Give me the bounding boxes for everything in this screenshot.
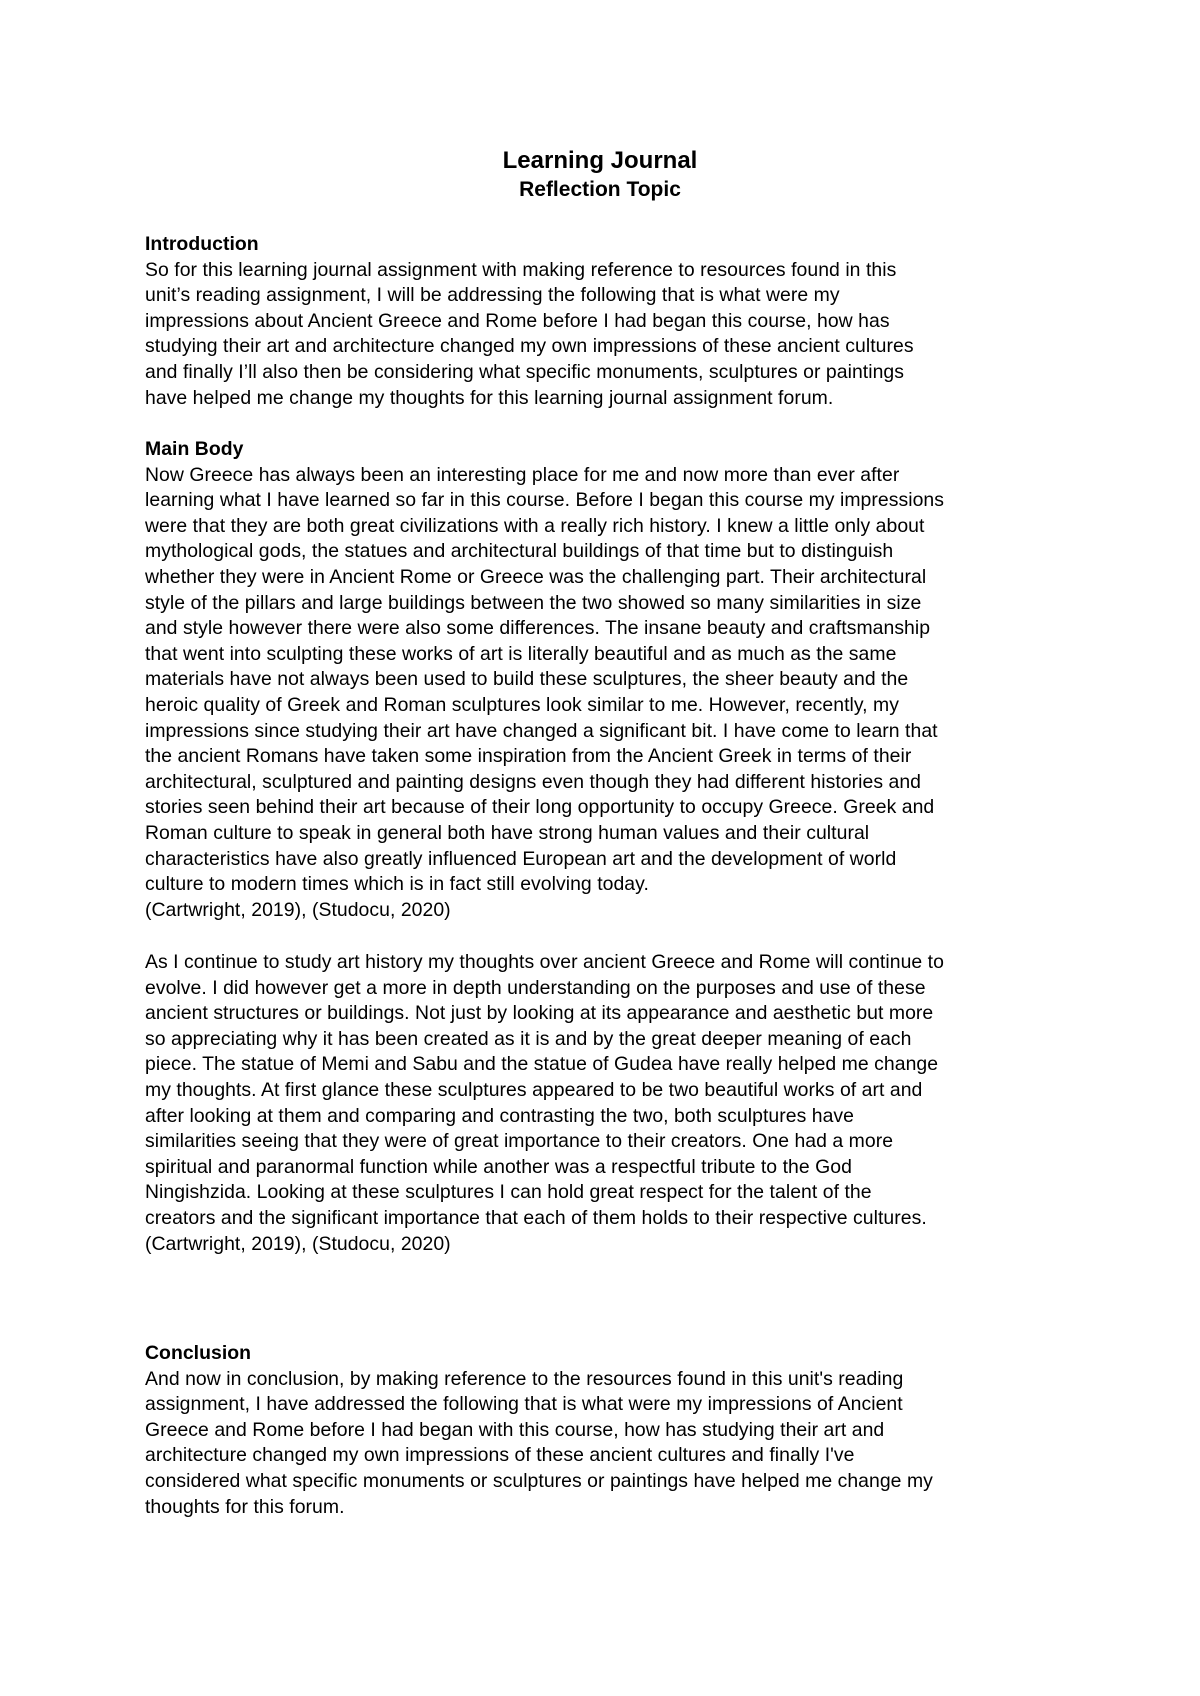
introduction-paragraph: [145, 258, 1085, 412]
conclusion-heading: Conclusion: [145, 1342, 252, 1364]
introduction-line: and finally I’ll also then be considering what specific monuments, sculptures or paintings: [145, 360, 904, 383]
main-body-paragraph-1: [145, 463, 1085, 924]
main-body-line: similarities seeing that they were of great importance to their creators. One had a more: [145, 1130, 894, 1153]
main-body-line: and style however there were also some differences. The insane beauty and craftsmanship: [145, 617, 931, 640]
main-body-line: piece. The statue of Memi and Sabu and the statue of Gudea have really helped me change: [145, 1053, 939, 1076]
main-body-line: Now Greece has always been an interesting place for me and now more than ever after: [145, 463, 900, 486]
introduction-section: [145, 232, 1085, 411]
main-body-line: stories seen behind their art because of their long opportunity to occupy Greece. Greek and: [145, 796, 935, 819]
conclusion-line: And now in conclusion, by making reference to the resources found in this unit's reading: [145, 1367, 904, 1390]
introduction-line: have helped me change my thoughts for this learning journal assignment forum.: [145, 386, 834, 409]
document-subtitle: Reflection Topic: [519, 178, 681, 201]
conclusion-paragraph: [145, 1367, 1085, 1521]
conclusion-line: architecture changed my own impressions of these ancient cultures and finally I've: [145, 1444, 855, 1467]
main-body-line: so appreciating why it has been created as it is and by the great deeper meaning of each: [145, 1027, 912, 1050]
main-body-line: style of the pillars and large buildings between the two showed so many similarities in size: [145, 591, 922, 614]
main-body-line: spiritual and paranormal function while another was a respectful tribute to the God: [145, 1155, 852, 1178]
main-body-line: that went into sculpting these works of art is literally beautiful and as much as the same: [145, 642, 897, 665]
introduction-line: studying their art and architecture changed my own impressions of these ancient cultures: [145, 335, 914, 358]
main-body-line: creators and the significant importance that each of them holds to their respective cultures.: [145, 1206, 927, 1229]
conclusion-line: assignment, I have addressed the following that is what were my impressions of Ancient: [145, 1393, 903, 1416]
introduction-line: unit’s reading assignment, I will be addressing the following that is what were my: [145, 284, 840, 307]
main-body-line: evolve. I did however get a more in depth understanding on the purposes and use of these: [145, 976, 926, 999]
main-body-line: learning what I have learned so far in this course. Before I began this course my impressions: [145, 489, 944, 512]
conclusion-line: thoughts for this forum.: [145, 1495, 345, 1518]
main-body-line: after looking at them and comparing and contrasting the two, both sculptures have: [145, 1104, 854, 1127]
main-body-section: [145, 437, 1085, 923]
introduction-line: So for this learning journal assignment with making reference to resources found in this: [145, 258, 897, 281]
main-body-paragraph-2: [145, 950, 1085, 1257]
citation: (Cartwright, 2019), (Studocu, 2020): [145, 898, 451, 921]
document-title: Learning Journal: [502, 147, 698, 174]
main-body-heading: Main Body: [145, 438, 244, 460]
main-body-line: architectural, sculptured and painting designs even though they had different histories and: [145, 770, 922, 793]
introduction-line: impressions about Ancient Greece and Rome before I had began this course, how has: [145, 309, 890, 332]
main-body-line: As I continue to study art history my thoughts over ancient Greece and Rome will continue to: [145, 951, 944, 973]
main-body-line: my thoughts. At first glance these sculptures appeared to be two beautiful works of art and: [145, 1078, 923, 1101]
main-body-line: impressions since studying their art have changed a significant bit. I have come to learn that: [145, 719, 938, 742]
main-body-line: mythological gods, the statues and architectural buildings of that time but to distinguish: [145, 540, 894, 563]
main-body-line: Ningishzida. Looking at these sculptures I can hold great respect for the talent of the: [145, 1181, 872, 1204]
main-body-line: ancient structures or buildings. Not just by looking at its appearance and aesthetic but more: [145, 1002, 934, 1025]
main-body-line: culture to modern times which is in fact still evolving today.: [145, 873, 649, 896]
main-body-line: materials have not always been used to build these sculptures, the sheer beauty and the: [145, 668, 909, 691]
conclusion-line: considered what specific monuments or sculptures or paintings have helped me change my: [145, 1469, 933, 1492]
main-body-line: heroic quality of Greek and Roman sculptures look similar to me. However, recently, my: [145, 693, 900, 716]
main-body-line: were that they are both great civilizations with a really rich history. I knew a little only about: [145, 514, 925, 537]
main-body-line: whether they were in Ancient Rome or Greece was the challenging part. Their architectural: [145, 565, 927, 588]
main-body-line: Roman culture to speak in general both have strong human values and their cultural: [145, 821, 870, 844]
main-body-line: the ancient Romans have taken some inspiration from the Ancient Greek in terms of their: [145, 745, 912, 768]
main-body-line: characteristics have also greatly influenced European art and the development of world: [145, 847, 897, 870]
title-block: [0, 146, 1200, 204]
conclusion-line: Greece and Rome before I had began with this course, how has studying their art and: [145, 1418, 885, 1441]
conclusion-section: [145, 1341, 1085, 1520]
introduction-heading: Introduction: [145, 233, 259, 255]
citation: (Cartwright, 2019), (Studocu, 2020): [145, 1232, 451, 1255]
